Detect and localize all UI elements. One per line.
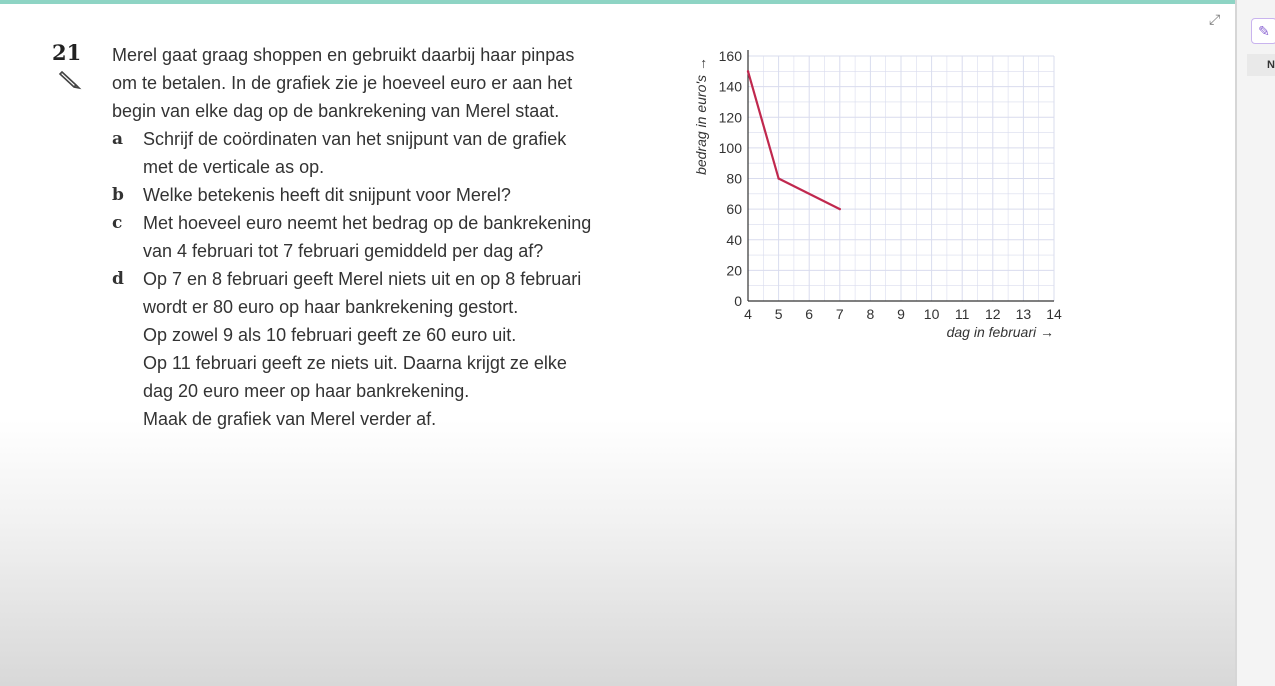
x-tick-label: 7 bbox=[835, 306, 844, 322]
x-tick-label: 6 bbox=[805, 306, 814, 322]
y-tick-label: 60 bbox=[726, 201, 742, 218]
question-list bbox=[112, 125, 692, 433]
x-tick-label: 5 bbox=[774, 306, 783, 322]
x-tick-label: 14 bbox=[1046, 306, 1062, 322]
intro-line: begin van elke dag op de bankrekening van Merel staat. bbox=[112, 101, 560, 121]
y-tick-label: 100 bbox=[718, 139, 742, 156]
y-tick-label: 160 bbox=[718, 48, 742, 64]
x-tick-label: 11 bbox=[954, 306, 970, 322]
line-chart-svg bbox=[690, 40, 1080, 350]
y-tick-label: 120 bbox=[718, 109, 742, 126]
question-line: Welke betekenis heeft dit snijpunt voor Merel? bbox=[143, 185, 511, 205]
question-line: met de verticale as op. bbox=[143, 157, 325, 177]
line-chart bbox=[690, 40, 1080, 350]
question-letter: c bbox=[112, 213, 123, 233]
data-point bbox=[777, 177, 779, 179]
y-tick-label: 140 bbox=[718, 78, 742, 95]
question-line: Op 11 februari geeft ze niets uit. Daarna krijgt ze elke bbox=[143, 353, 567, 373]
x-tick-label: 13 bbox=[1015, 306, 1032, 322]
x-tick-label: 12 bbox=[985, 306, 1001, 322]
question-letter: b bbox=[112, 185, 124, 205]
y-tick-label: 40 bbox=[726, 231, 742, 248]
exercise-number: 21 bbox=[52, 40, 82, 65]
intro-line: om te betalen. In de grafiek zie je hoeveel euro er aan het bbox=[112, 73, 573, 93]
x-tick-label: 10 bbox=[923, 306, 940, 322]
question-d bbox=[112, 265, 692, 433]
y-tick-label: 20 bbox=[726, 262, 742, 279]
question-a bbox=[112, 125, 692, 181]
x-axis-label: dag in februari → bbox=[946, 324, 1054, 340]
question-line: Op 7 en 8 februari geeft Merel niets uit en op 8 februari bbox=[143, 269, 582, 289]
question-c bbox=[112, 209, 692, 265]
question-line: wordt er 80 euro op haar bankrekening gestort. bbox=[143, 297, 519, 317]
question-letter: a bbox=[112, 129, 124, 149]
edit-icon[interactable]: ✎ bbox=[1251, 18, 1275, 44]
y-tick-label: 80 bbox=[726, 170, 742, 187]
y-axis-label: bedrag in euro's → bbox=[693, 57, 709, 175]
expand-icon[interactable]: ⤢ bbox=[1209, 11, 1221, 27]
question-line: Maak de grafiek van Merel verder af. bbox=[143, 409, 437, 429]
pencil-icon bbox=[58, 68, 82, 90]
panel-label[interactable]: N bbox=[1247, 54, 1275, 76]
question-line: van 4 februari tot 7 februari gemiddeld per dag af? bbox=[143, 241, 544, 261]
question-line: Op zowel 9 als 10 februari geeft ze 60 euro uit. bbox=[143, 325, 517, 345]
question-line: Schrijf de coördinaten van het snijpunt van de grafiek bbox=[143, 129, 567, 149]
x-tick-label: 8 bbox=[866, 306, 875, 322]
x-tick-label: 4 bbox=[744, 306, 752, 322]
exercise-intro bbox=[112, 41, 672, 125]
data-point bbox=[747, 70, 749, 72]
x-tick-label: 9 bbox=[897, 306, 905, 322]
question-line: dag 20 euro meer op haar bankrekening. bbox=[143, 381, 470, 401]
question-line: Met hoeveel euro neemt het bedrag op de bankrekening bbox=[143, 213, 592, 233]
question-b bbox=[112, 181, 692, 209]
intro-line: Merel gaat graag shoppen en gebruikt daarbij haar pinpas bbox=[112, 45, 575, 65]
y-tick-label: 0 bbox=[734, 293, 742, 309]
question-letter: d bbox=[112, 269, 124, 289]
right-side-panel bbox=[1235, 0, 1275, 686]
data-point bbox=[839, 208, 841, 210]
